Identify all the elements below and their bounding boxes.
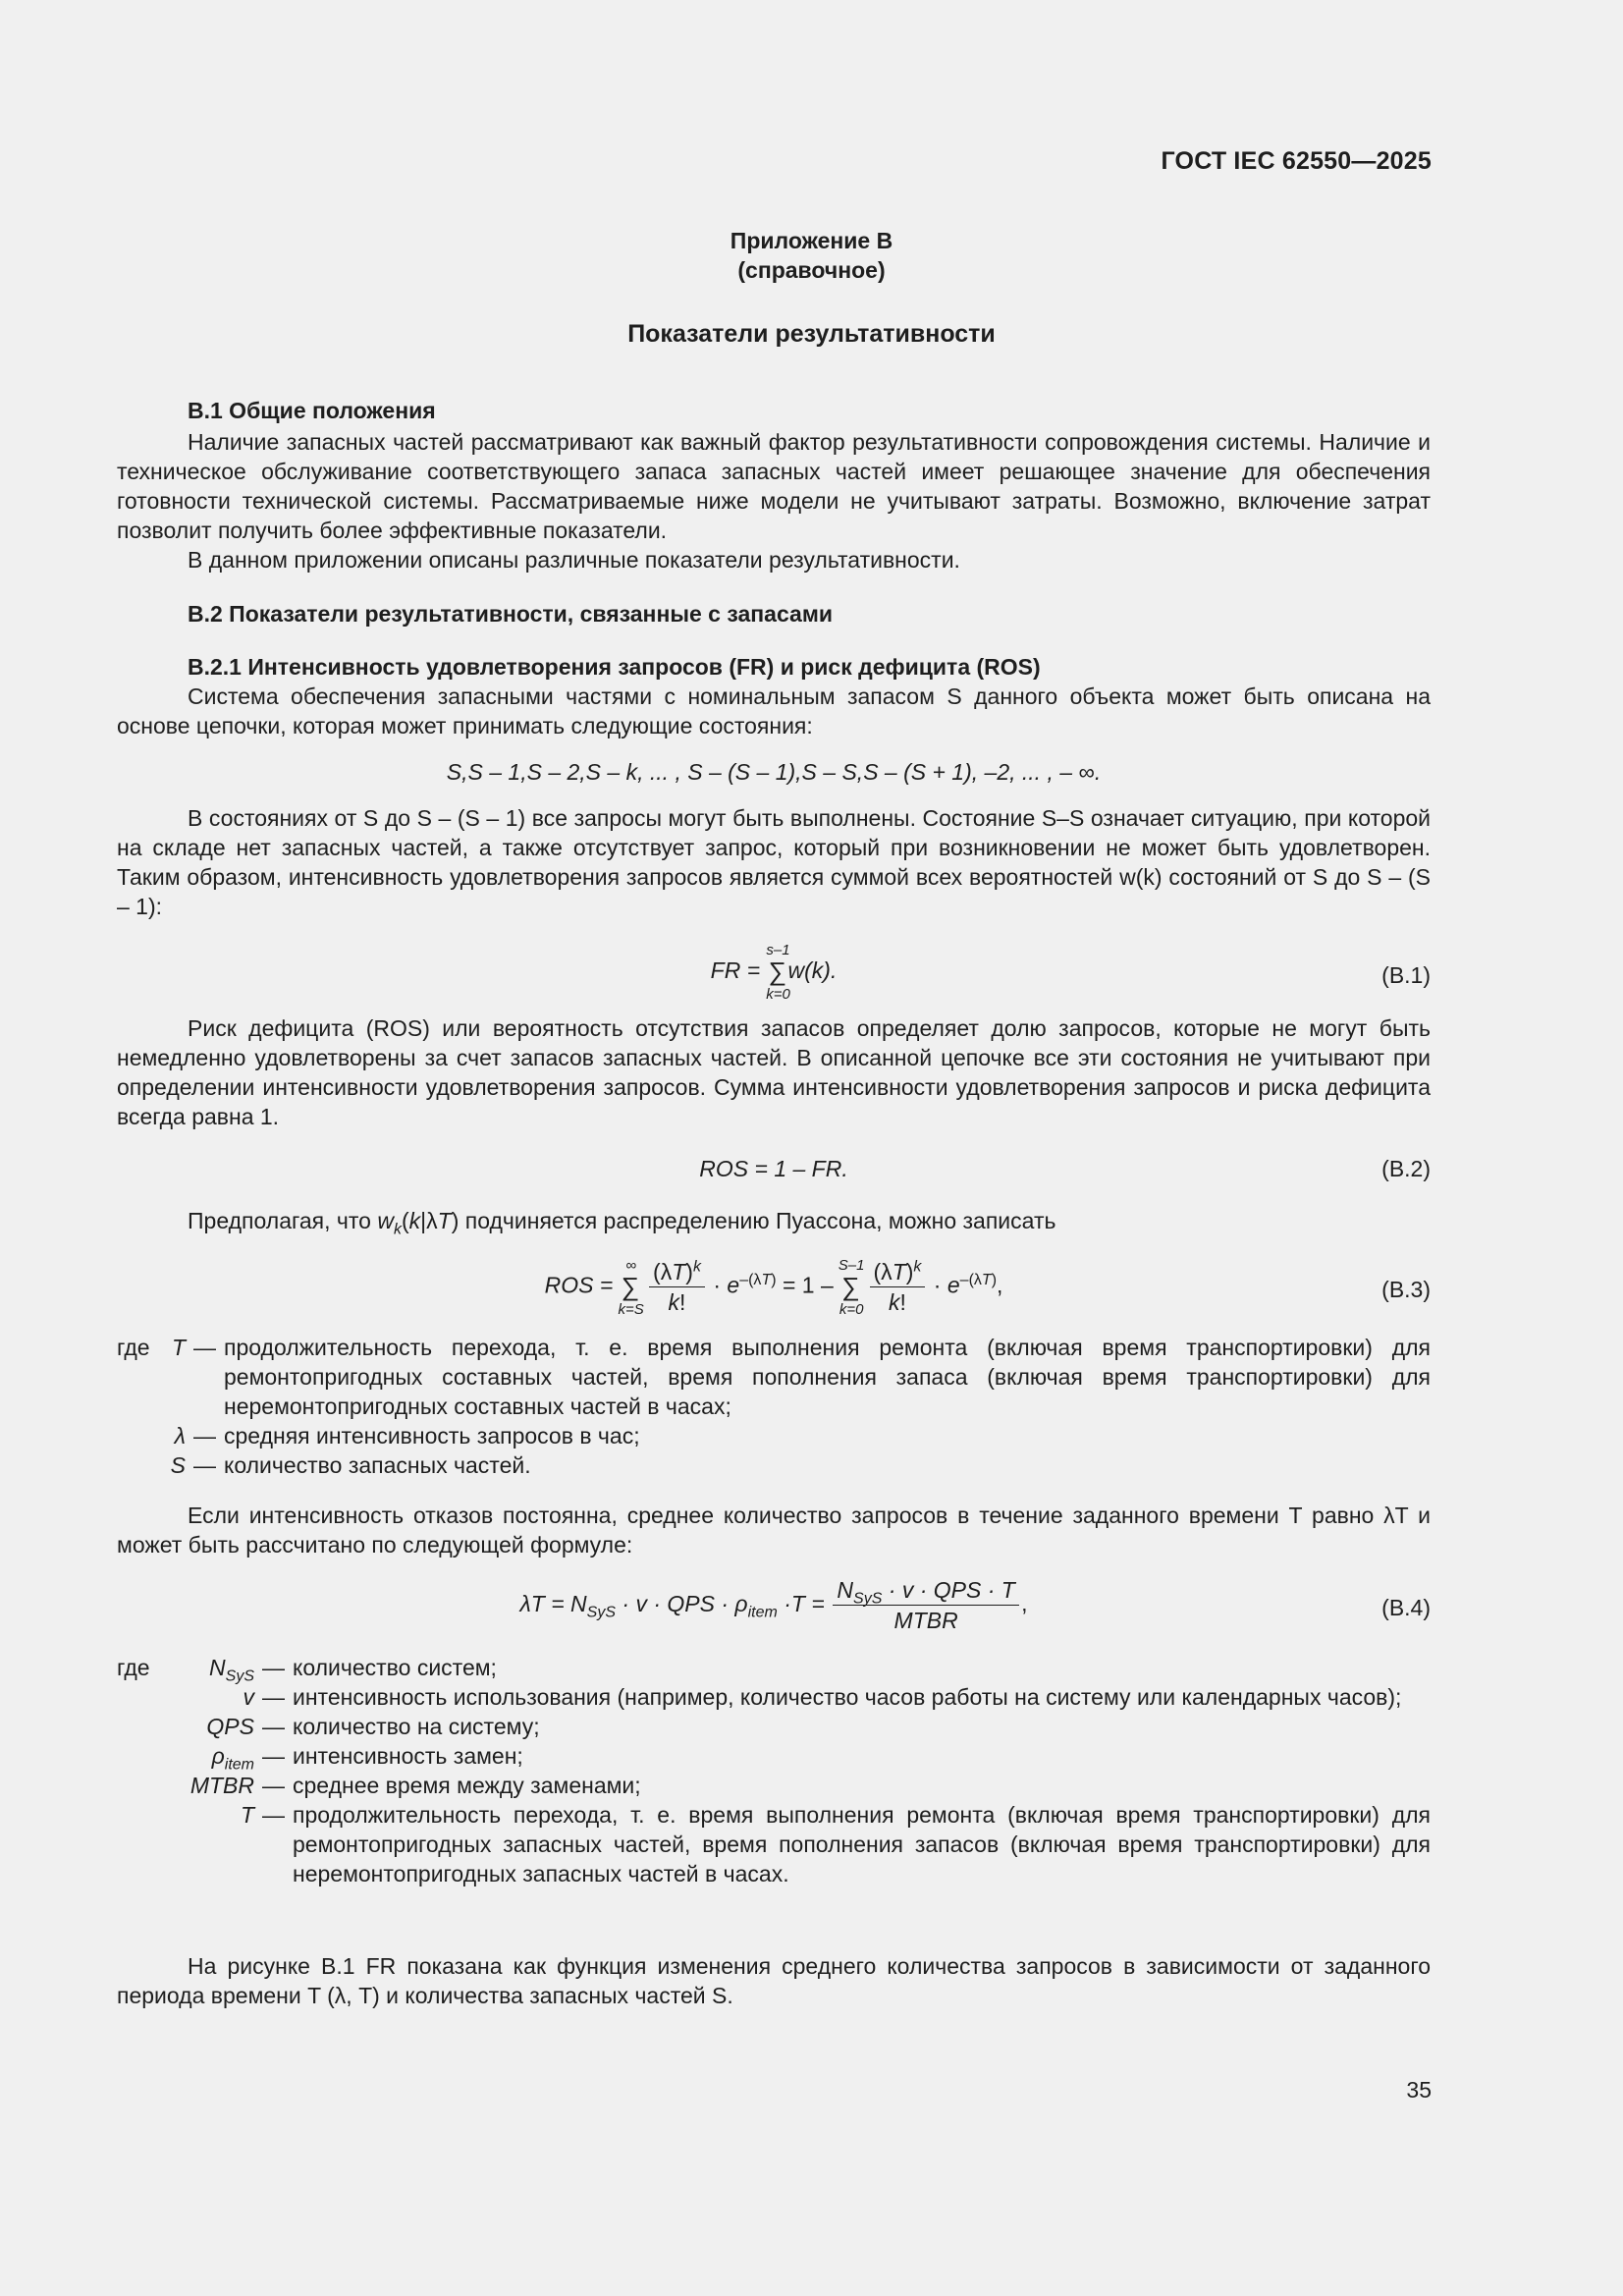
equation-number: (В.1) — [1381, 962, 1431, 988]
equation-number: (В.4) — [1381, 1595, 1431, 1620]
definition-text: средняя интенсивность запросов в час; — [224, 1423, 640, 1449]
equation-number: (В.2) — [1381, 1156, 1431, 1181]
definition-text: продолжительность перехода, т. е. время выполнения ремонта (включая время транспортировки) для ремонтопригодных запасных частей, время пополнения запасов (включая время транспортировки) для неремонтопригодных запасных частей в часах. — [293, 1802, 1431, 1886]
definition-item — [117, 1741, 1431, 1774]
paragraph: Наличие запасных частей рассматривают как важный фактор результативности сопровождения системы. Наличие и техническое обслуживание соответствующего запаса запасных частей имеет решающее значение для обеспечения готовности технической системы. Рассматриваемые ниже модели не учитывают затраты. Возможно, включение затрат позволит получить более эффективные показатели. — [117, 429, 1431, 543]
definition-symbol: $N_{SyS}$ — [209, 1655, 254, 1685]
definition-prefix — [117, 1712, 164, 1741]
eq-term: w(k). — [787, 957, 838, 984]
equation-b1 — [117, 943, 1431, 1006]
definition-prefix — [117, 1682, 164, 1712]
sum-symbol: s–1 ∑ k=0 — [766, 942, 790, 1003]
definition-text: среднее время между заменами; — [293, 1773, 641, 1798]
state-sequence: S,S – 1,S – 2,S – k, ... , S – (S – 1),S – S,S – (S + 1), –2, ... , – ∞. — [446, 759, 1102, 785]
section-b21-cont — [117, 1951, 1431, 2010]
definition-text: интенсивность использования (например, количество часов работы на систему или календарных часов); — [293, 1684, 1402, 1710]
equation-b2 — [117, 1154, 1431, 1193]
definition-symbol: T — [171, 1335, 186, 1360]
definition-item — [117, 1712, 1431, 1741]
definition-symbol: T — [240, 1802, 254, 1828]
definition-symbol: λ — [174, 1423, 186, 1449]
annex-type: (справочное) — [737, 257, 886, 283]
definition-dash: — — [262, 1684, 285, 1710]
section-b2 — [117, 599, 1431, 629]
definition-symbol: S — [170, 1452, 186, 1478]
definitions-list-1 — [117, 1333, 1431, 1480]
section-heading: В.1 Общие положения — [188, 398, 436, 423]
sum-symbol: ∞ ∑ k=S — [618, 1256, 644, 1318]
definition-dash: — — [193, 1452, 216, 1478]
paragraph: Риск дефицита (ROS) или вероятность отсутствия запасов определяет долю запросов, которые не могут быть немедленно удовлетворены за счет запасов запасных частей. В описанной цепочке все эти состояния не учитывают при определении интенсивности удовлетворения запросов. Сумма интенсивности удовлетворения запросов и риска дефицита всегда равна 1. — [117, 1015, 1431, 1129]
definition-prefix — [117, 1800, 164, 1888]
definition-prefix — [117, 1741, 164, 1771]
annex-title: Приложение В — [730, 228, 893, 253]
section-heading: В.2 Показатели результативности, связанные с запасами — [188, 601, 833, 627]
equation-b4: $\lambda T = N_{SyS} \cdot v$ · QPS · $\rho_{item} \cdot T$ = $\frac{N_{SyS} \cdot v \cdot QPS \cdot T}{\text{MTBR}}$ , (В.4) — [519, 1577, 1431, 1633]
paragraph: В данном приложении описаны различные показатели результативности. — [188, 547, 960, 573]
section-b21-cont — [117, 1206, 1431, 1238]
definition-text: количество запасных частей. — [224, 1452, 531, 1478]
definition-item — [117, 1653, 1431, 1685]
definition-prefix: где — [117, 1655, 150, 1680]
eq-lhs: ROS = — [544, 1272, 614, 1298]
paragraph: Предполагая, что $w_k(k|\lambda T)$ подчиняется распределению Пуассона, можно записать — [188, 1208, 1056, 1238]
eq-lhs: FR = — [710, 957, 761, 984]
definition-prefix — [117, 1450, 164, 1480]
paragraph: На рисунке В.1 FR показана как функция изменения среднего количества запросов в зависимости от заданного периода времени T (λ, T) и количества запасных частей S. — [117, 1953, 1431, 2008]
fraction: $\frac{(\lambda T)^k}{k!}$ — [870, 1257, 926, 1317]
definition-prefix — [117, 1421, 164, 1450]
definition-dash: — — [262, 1743, 285, 1769]
definition-item — [117, 1682, 1431, 1712]
section-b1 — [117, 396, 1431, 574]
definition-dash: — — [262, 1655, 285, 1680]
definition-prefix: где — [117, 1335, 150, 1360]
sum-symbol: S–1 ∑ k=0 — [838, 1256, 865, 1318]
paragraph: Система обеспечения запасными частями с номинальным запасом S данного объекта может быть описана на основе цепочки, которая может принимать следующие состояния: — [117, 683, 1431, 738]
definition-dash: — — [262, 1773, 285, 1798]
definition-text: количество систем; — [293, 1655, 497, 1680]
definition-dash: — — [262, 1802, 285, 1828]
standard-code: ГОСТ IEC 62550—2025 — [1161, 147, 1432, 175]
definition-prefix — [117, 1771, 164, 1800]
definition-item — [117, 1333, 1431, 1421]
fraction: $\frac{N_{SyS} \cdot v \cdot QPS \cdot T}{\text{MTBR}}$ — [833, 1575, 1019, 1635]
paragraph: Если интенсивность отказов постоянна, среднее количество запросов в течение заданного времени T равно λT и может быть рассчитано по следующей формуле: — [117, 1503, 1431, 1558]
definition-symbol: MTBR — [189, 1773, 254, 1798]
equation-number: (В.3) — [1381, 1277, 1431, 1302]
definition-symbol: $\rho_{item}$ — [211, 1743, 254, 1774]
definition-item — [117, 1450, 1431, 1480]
section-b21-cont — [117, 803, 1431, 921]
definitions-list-2 — [117, 1653, 1431, 1888]
section-b21 — [117, 652, 1431, 740]
definition-dash: — — [193, 1423, 216, 1449]
definition-text: количество на систему; — [293, 1714, 540, 1739]
section-heading: В.2.1 Интенсивность удовлетворения запросов (FR) и риск дефицита (ROS) — [188, 654, 1041, 680]
equation-b3: ROS = ∞ ∑ k=S $\frac{(\lambda T)^k}{k!}$ · $e^{-(\lambda T)} = 1$ – S–1 ∑ k=0 $\frac{(\lambda T)^k}{k!}$ · $e^{-(\lambda T)}$, (В.3) — [544, 1256, 1431, 1318]
section-b21-cont — [117, 1501, 1431, 1559]
definition-item — [117, 1771, 1431, 1800]
definition-text: продолжительность перехода, т. е. время выполнения ремонта (включая время транспортировки) для ремонтопригодных составных частей, время пополнения запаса (включая время транспортировки) для неремонтопригодных составных частей в часах; — [224, 1335, 1431, 1419]
fraction: $\frac{(\lambda T)^k}{k!}$ — [649, 1257, 705, 1317]
definition-item — [117, 1421, 1431, 1450]
definition-dash: — — [193, 1335, 216, 1360]
definition-symbol: QPS — [206, 1714, 254, 1739]
eq-body: ROS = 1 – FR. — [699, 1156, 848, 1181]
definition-dash: — — [262, 1714, 285, 1739]
definition-symbol: v — [243, 1684, 254, 1710]
section-b21-cont — [117, 1013, 1431, 1131]
definition-item — [117, 1800, 1431, 1888]
definition-text: интенсивность замен; — [293, 1743, 523, 1769]
page-number: 35 — [1406, 2077, 1432, 2103]
annex-heading: Показатели результативности — [627, 320, 996, 348]
eq-mid: = 1 – — [782, 1272, 834, 1298]
paragraph: В состояниях от S до S – (S – 1) все запросы могут быть выполнены. Состояние S–S означает ситуацию, при которой на складе нет запасных частей, а также отсутствует запрос, который при возникновении не может быть удовлетворен. Таким образом, интенсивность удовлетворения запросов является суммой всех вероятностей w(k) состояний от S до S – (S – 1): — [117, 805, 1431, 919]
